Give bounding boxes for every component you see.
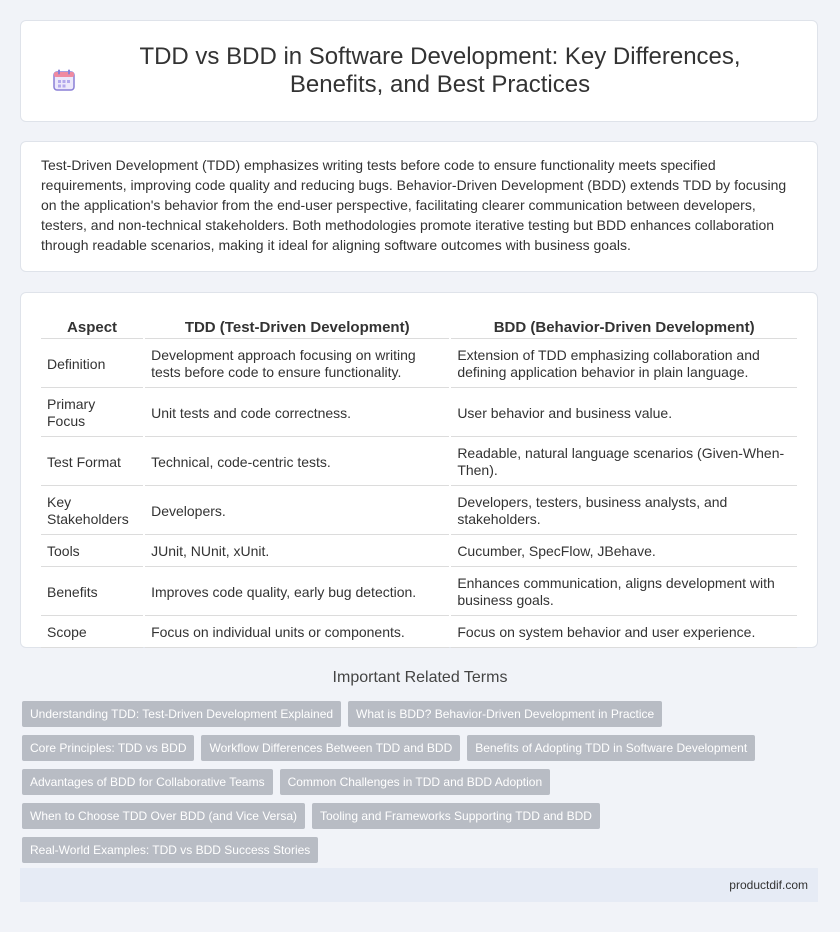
table-row [41,341,797,388]
page-title: TDD vs BDD in Software Development: Key Differences, Benefits, and Best Practices [139,43,741,98]
related-term-tag[interactable]: Real-World Examples: TDD vs BDD Success Stories [22,837,318,863]
row-tdd: Unit tests and code correctness. [145,390,449,437]
intro-card [20,141,818,272]
header-bdd: BDD (Behavior-Driven Development) [451,315,797,339]
related-term-tag[interactable]: What is BDD? Behavior-Driven Development in Practice [348,701,662,727]
table-row [41,439,797,486]
header-aspect: Aspect [41,315,143,339]
related-terms-title: Important Related Terms [332,669,508,686]
row-bdd: User behavior and business value. [451,390,797,437]
related-term-tag[interactable]: Tooling and Frameworks Supporting TDD and BDD [312,803,600,829]
comparison-table [39,313,799,650]
table-row [41,390,797,437]
related-term-tag[interactable]: When to Choose TDD Over BDD (and Vice Versa) [22,803,305,829]
related-term-tag[interactable]: Understanding TDD: Test-Driven Development Explained [22,701,341,727]
table-row [41,618,797,648]
header-tdd: TDD (Test-Driven Development) [145,315,449,339]
row-aspect: Tools [41,537,143,567]
table-row [41,537,797,567]
related-terms-list [22,701,802,871]
related-term-tag[interactable]: Advantages of BDD for Collaborative Teams [22,769,273,795]
row-aspect: Test Format [41,439,143,486]
row-aspect: Primary Focus [41,390,143,437]
related-term-tag[interactable]: Core Principles: TDD vs BDD [22,735,194,761]
row-aspect: Definition [41,341,143,388]
row-bdd: Focus on system behavior and user experience. [451,618,797,648]
row-tdd: Improves code quality, early bug detection. [145,569,449,616]
row-tdd: Technical, code-centric tests. [145,439,449,486]
related-term-tag[interactable]: Common Challenges in TDD and BDD Adoption [280,769,551,795]
row-bdd: Developers, testers, business analysts, and stakeholders. [451,488,797,535]
row-aspect: Benefits [41,569,143,616]
row-tdd: Developers. [145,488,449,535]
comparison-card [20,292,818,648]
row-aspect: Scope [41,618,143,648]
row-bdd: Cucumber, SpecFlow, JBehave. [451,537,797,567]
header-card [20,20,818,122]
table-row [41,569,797,616]
row-bdd: Readable, natural language scenarios (Given-When-Then). [451,439,797,486]
table-header-row [41,315,797,339]
row-tdd: JUnit, NUnit, xUnit. [145,537,449,567]
row-tdd: Focus on individual units or components. [145,618,449,648]
calendar-icon [53,69,75,91]
row-aspect: Key Stakeholders [41,488,143,535]
table-row [41,488,797,535]
related-term-tag[interactable]: Workflow Differences Between TDD and BDD [201,735,460,761]
footer [20,868,818,902]
intro-paragraph: Test-Driven Development (TDD) emphasizes writing tests before code to ensure functionality meets specified requirements, improving code quality and reducing bugs. Behavior-Driven Development (BDD) extends TDD by focusing on the application's behavior from the end-user perspective, facilitating clearer communication between developers, testers, and non-technical stakeholders. Both methodologies promote iterative testing but BDD enhances collaboration through readable scenarios, making it ideal for aligning software outcomes with business goals. [41,157,787,253]
row-bdd: Extension of TDD emphasizing collaboration and defining application behavior in plain language. [451,341,797,388]
related-term-tag[interactable]: Benefits of Adopting TDD in Software Development [467,735,755,761]
row-tdd: Development approach focusing on writing tests before code to ensure functionality. [145,341,449,388]
row-bdd: Enhances communication, aligns development with business goals. [451,569,797,616]
footer-brand[interactable]: productdif.com [729,878,808,892]
